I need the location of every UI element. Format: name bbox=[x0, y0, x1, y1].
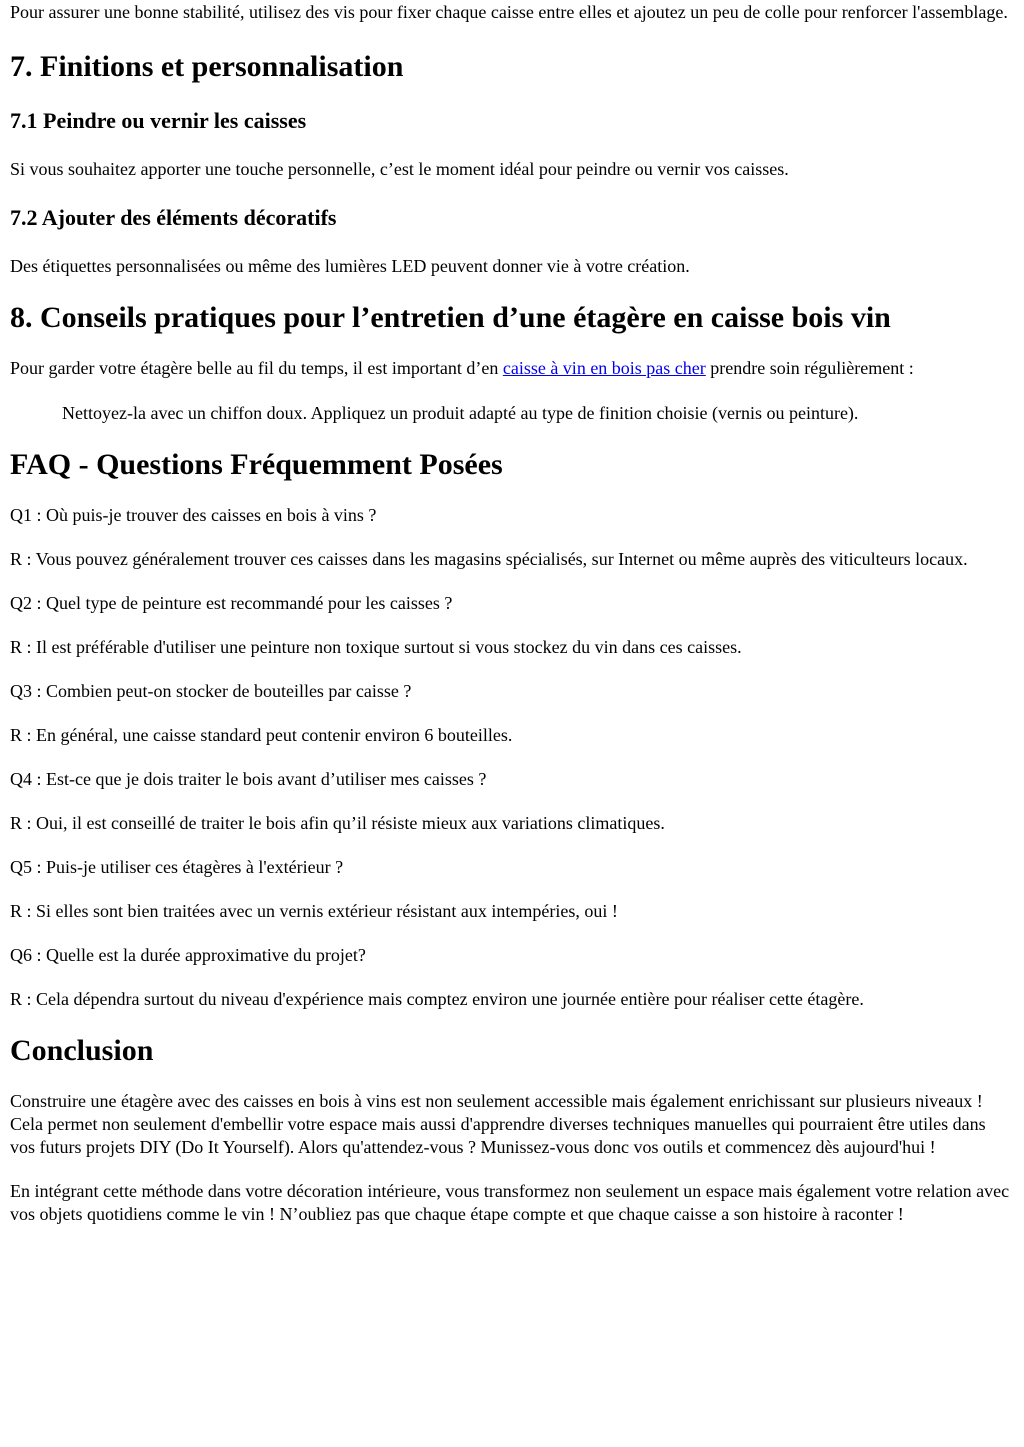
faq-heading: FAQ - Questions Fréquemment Posées bbox=[10, 448, 503, 481]
section-8-quote: Nettoyez-la avec un chiffon doux. Appliquez un produit adapté au type de finition choisie (vernis ou peinture). bbox=[62, 403, 859, 423]
faq-list bbox=[10, 504, 1014, 1011]
faq-question: Q2 : Quel type de peinture est recommandé pour les caisses ? bbox=[10, 593, 453, 613]
wine-crate-link[interactable]: caisse à vin en bois pas cher bbox=[502, 358, 706, 378]
faq-answer: R : Cela dépendra surtout du niveau d'expérience mais comptez environ une journée entière pour réaliser cette étagère. bbox=[10, 989, 864, 1009]
intro-paragraph: Pour assurer une bonne stabilité, utilisez des vis pour fixer chaque caisse entre elles et ajoutez un peu de colle pour renforcer l'assemblage. bbox=[10, 2, 1008, 22]
section-7-2-heading: 7.2 Ajouter des éléments décoratifs bbox=[10, 205, 337, 230]
faq-question: Q6 : Quelle est la durée approximative du projet? bbox=[10, 945, 366, 965]
conclusion-paragraph-1: Construire une étagère avec des caisses en bois à vins est non seulement accessible mais également enrichissant sur plusieurs niveaux ! Cela permet non seulement d'embellir votre espace mais aussi d'apprendre diverses techniques manuelles qui pourraient être utiles dans vos futurs projets DIY (Do It Yourself). Alors qu'attendez-vous ? Munissez-vous donc vos outils et commencez dès aujourd'hui ! bbox=[10, 1091, 986, 1157]
conclusion-paragraph-2: En intégrant cette méthode dans votre décoration intérieure, vous transformez non seulement un espace mais également votre relation avec vos objets quotidiens comme le vin ! N’oubliez pas que chaque étape compte et que chaque caisse a son histoire à raconter ! bbox=[10, 1181, 1010, 1224]
faq-answer: R : En général, une caisse standard peut contenir environ 6 bouteilles. bbox=[10, 725, 513, 745]
section-8-text bbox=[10, 357, 1014, 380]
section-7-2-text: Des étiquettes personnalisées ou même des lumières LED peuvent donner vie à votre création. bbox=[10, 256, 690, 276]
section-7-1-heading: 7.1 Peindre ou vernir les caisses bbox=[10, 108, 307, 133]
section-7-heading: 7. Finitions et personnalisation bbox=[10, 50, 404, 83]
section-8-text-after: prendre soin régulièrement : bbox=[705, 358, 914, 378]
faq-question: Q3 : Combien peut-on stocker de bouteilles par caisse ? bbox=[10, 681, 412, 701]
conclusion-heading: Conclusion bbox=[10, 1034, 154, 1067]
faq-answer: R : Si elles sont bien traitées avec un vernis extérieur résistant aux intempéries, oui ! bbox=[10, 901, 618, 921]
faq-question: Q1 : Où puis-je trouver des caisses en bois à vins ? bbox=[10, 505, 377, 525]
faq-answer: R : Il est préférable d'utiliser une peinture non toxique surtout si vous stockez du vin dans ces caisses. bbox=[10, 637, 742, 657]
section-7-1-text: Si vous souhaitez apporter une touche personnelle, c’est le moment idéal pour peindre ou vernir vos caisses. bbox=[10, 159, 789, 179]
section-8-heading: 8. Conseils pratiques pour l’entretien d’une étagère en caisse bois vin bbox=[10, 301, 891, 334]
faq-answer: R : Oui, il est conseillé de traiter le bois afin qu’il résiste mieux aux variations climatiques. bbox=[10, 813, 665, 833]
article bbox=[0, 1, 1024, 1226]
section-8-text-before: Pour garder votre étagère belle au fil du temps, il est important d’en bbox=[10, 358, 503, 378]
faq-question: Q5 : Puis-je utiliser ces étagères à l'extérieur ? bbox=[10, 857, 344, 877]
faq-answer: R : Vous pouvez généralement trouver ces caisses dans les magasins spécialisés, sur Internet ou même auprès des viticulteurs locaux. bbox=[10, 549, 968, 569]
faq-question: Q4 : Est-ce que je dois traiter le bois avant d’utiliser mes caisses ? bbox=[10, 769, 487, 789]
